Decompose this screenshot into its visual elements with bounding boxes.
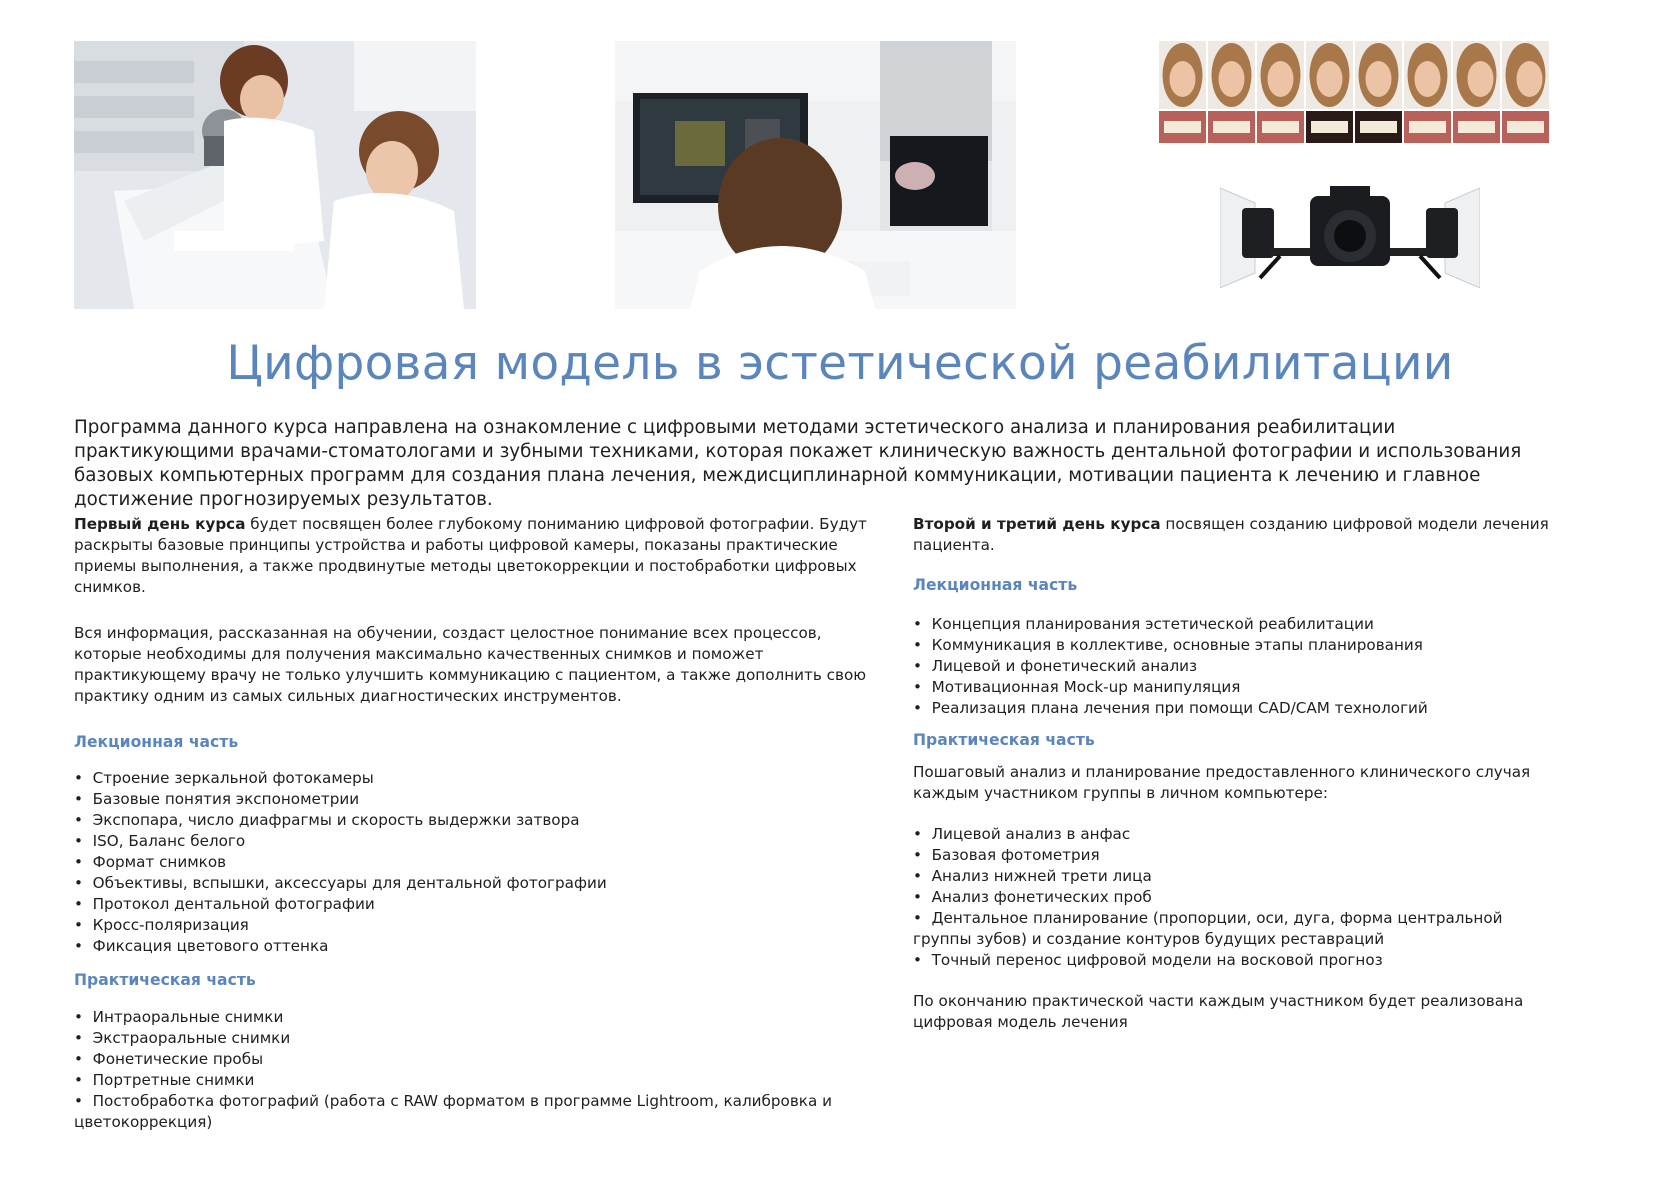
list-item: • Базовая фотометрия [913,845,1563,866]
list-item: • Объективы, вспышки, аксессуары для дентальной фотографии [74,873,874,894]
practice-title: Практическая часть [913,731,1095,749]
list-item: • Портретные снимки [74,1070,874,1091]
practice-title: Практическая часть [74,971,256,989]
list-item: • Кросс-поляризация [74,915,874,936]
list-item: • Мотивационная Mock-up манипуляция [913,677,1563,698]
day-two-heading: Второй и третий день курса [913,515,1161,533]
list-item: • ISO, Баланс белого [74,831,874,852]
course-intro: Программа данного курса направлена на ознакомление с цифровыми методами эстетического анализа и планирования реабилитации практикующими врачами-стоматологами и зубными техниками, которая покажет клиническую важность дентальной фотографии и использования базовых компьютерных программ для создания плана лечения, междисциплинарной коммуникации, мотивации пациента к лечению и главное достижение прогнозируемых результатов. [74,417,1522,510]
list-item: • Точный перенос цифровой модели на восковой прогноз [913,950,1563,971]
day-two-description [913,514,1563,556]
day-two-three-column [913,514,1563,1033]
portrait-face [1268,61,1294,97]
list-item: • Дентальное планирование (пропорции, оси, дуга, форма центральной группы зубов) и создание контуров будущих реставраций [913,908,1563,950]
teeth-row [1360,121,1397,133]
dental-scanner-photo [615,41,1016,309]
lecture-list [74,768,874,957]
list-item: • Анализ нижней трети лица [913,866,1563,887]
list-item: • Экспопара, число диафрагмы и скорость выдержки затвора [74,810,874,831]
facial-photo-series [1158,41,1552,143]
list-item: • Реализация плана лечения при помощи CAD/CAM технологий [913,698,1563,719]
list-item: • Анализ фонетических проб [913,887,1563,908]
info-paragraph: Вся информация, рассказанная на обучении, создаст целостное понимание всех процессов, которые необходимы для получения максимально качественных снимков и поможет практикующему врачу не только улучшить коммуникацию с пациентом, а также дополнить свою практику одним из самых сильных диагностических инструментов. [74,624,867,705]
lecture-title: Лекционная часть [913,576,1078,594]
list-item: • Экстраоральные снимки [74,1028,874,1049]
portrait-face [1517,61,1543,97]
day-one-heading: Первый день курса [74,515,246,533]
list-item: • Лицевой анализ в анфас [913,824,1563,845]
portrait-face [1415,61,1441,97]
teeth-row [1213,121,1250,133]
practice-intro: Пошаговый анализ и планирование предоставленного клинического случая каждым участником группы в личном компьютере: [913,763,1531,802]
portrait-face [1366,61,1392,97]
day-one-text: будет посвящен более глубокому пониманию цифровой фотографии. Будут раскрыты базовые принципы устройства и работы цифровой камеры, показаны практические приемы выполнения, а также продвинутые методы цветокоррекции и постобработки цифровых снимков. [74,515,867,596]
day-one-column [74,514,874,1133]
list-item: • Базовые понятия экспонометрии [74,789,874,810]
practice-list [74,1007,874,1133]
teeth-row [1458,121,1495,133]
portrait-face [1468,61,1494,97]
day-two-text: посвящен созданию цифровой модели лечения пациента. [913,515,1549,554]
portrait-face [1219,61,1245,97]
teeth-row [1311,121,1348,133]
list-item: • Лицевой и фонетический анализ [913,656,1563,677]
list-item: • Протокол дентальной фотографии [74,894,874,915]
practice-list [913,824,1563,971]
list-item: • Интраоральные снимки [74,1007,874,1028]
list-item: • Строение зеркальной фотокамеры [74,768,874,789]
lecture-title: Лекционная часть [74,733,239,751]
lecture-list [913,614,1563,719]
conclusion: По окончанию практической части каждым участником будет реализована цифровая модель лечения [913,992,1524,1031]
list-item: • Коммуникация в коллективе, основные этапы планирования [913,635,1563,656]
portrait-face [1170,61,1196,97]
list-item: • Концепция планирования эстетической реабилитации [913,614,1563,635]
teeth-row [1262,121,1299,133]
page-title: Цифровая модель в эстетической реабилитации [226,336,1454,391]
list-item: • Формат снимков [74,852,874,873]
dental-camera-photo [1220,178,1480,296]
teeth-row [1507,121,1544,133]
list-item: • Фонетические пробы [74,1049,874,1070]
list-item: • Фиксация цветового оттенка [74,936,874,957]
teeth-row [1409,121,1446,133]
dental-microscope-photo [74,41,476,309]
day-one-description [74,514,874,598]
list-item: • Постобработка фотографий (работа с RAW форматом в программе Lightroom, калибровка и цветокоррекция) [74,1091,874,1133]
portrait-face [1317,61,1343,97]
teeth-row [1164,121,1201,133]
